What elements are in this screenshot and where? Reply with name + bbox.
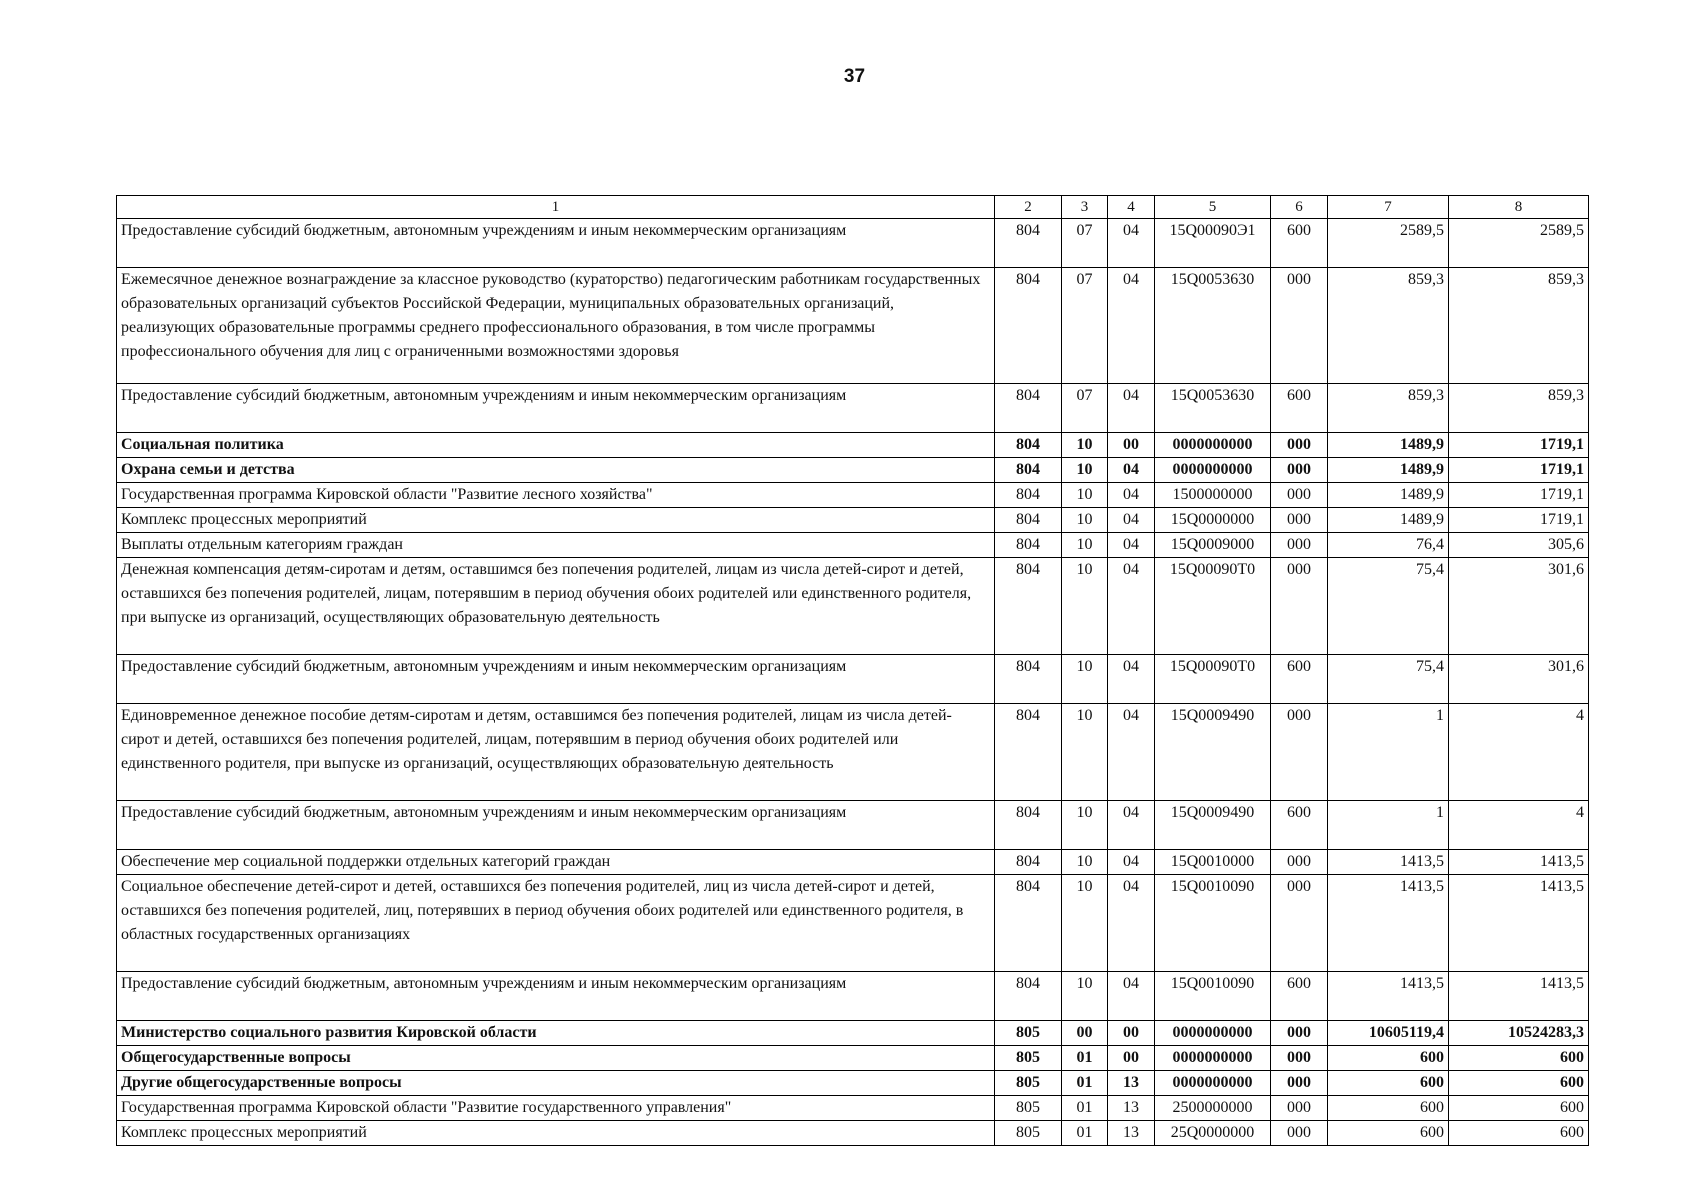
cell-amount-year2: 301,6: [1449, 558, 1589, 655]
cell-section: 10: [1062, 655, 1108, 704]
cell-target-article: 1500000000: [1155, 483, 1271, 508]
table-row: [117, 219, 1589, 268]
table-row: [117, 875, 1589, 972]
cell-name: Выплаты отдельным категориям граждан: [117, 533, 995, 558]
cell-section: 10: [1062, 483, 1108, 508]
cell-section: 07: [1062, 268, 1108, 384]
cell-expense-type: 000: [1271, 1046, 1328, 1071]
cell-amount-year1: 1413,5: [1328, 875, 1449, 972]
table-row: [117, 508, 1589, 533]
cell-target-article: 0000000000: [1155, 458, 1271, 483]
cell-amount-year1: 1413,5: [1328, 972, 1449, 1021]
cell-target-article: 15Q0010090: [1155, 875, 1271, 972]
cell-ministry-code: 804: [995, 458, 1062, 483]
cell-expense-type: 600: [1271, 655, 1328, 704]
cell-expense-type: 600: [1271, 384, 1328, 433]
cell-target-article: 15Q00090Э1: [1155, 219, 1271, 268]
table-row: [117, 1071, 1589, 1096]
cell-ministry-code: 804: [995, 801, 1062, 850]
cell-expense-type: 000: [1271, 458, 1328, 483]
cell-expense-type: 000: [1271, 1121, 1328, 1146]
cell-ministry-code: 804: [995, 433, 1062, 458]
column-header: 4: [1108, 196, 1155, 219]
table-row: [117, 483, 1589, 508]
cell-expense-type: 600: [1271, 972, 1328, 1021]
cell-subsection: 00: [1108, 1021, 1155, 1046]
cell-subsection: 04: [1108, 850, 1155, 875]
cell-amount-year1: 1: [1328, 801, 1449, 850]
cell-expense-type: 000: [1271, 1021, 1328, 1046]
cell-expense-type: 000: [1271, 1071, 1328, 1096]
column-header: 1: [117, 196, 995, 219]
cell-name: Охрана семьи и детства: [117, 458, 995, 483]
table-row: [117, 1046, 1589, 1071]
cell-subsection: 04: [1108, 384, 1155, 433]
cell-section: 01: [1062, 1046, 1108, 1071]
cell-subsection: 04: [1108, 268, 1155, 384]
cell-ministry-code: 805: [995, 1046, 1062, 1071]
cell-subsection: 04: [1108, 219, 1155, 268]
cell-name: Обеспечение мер социальной поддержки отдельных категорий граждан: [117, 850, 995, 875]
cell-amount-year2: 301,6: [1449, 655, 1589, 704]
cell-section: 10: [1062, 850, 1108, 875]
cell-ministry-code: 804: [995, 483, 1062, 508]
column-header: 6: [1271, 196, 1328, 219]
cell-ministry-code: 804: [995, 219, 1062, 268]
cell-section: 10: [1062, 558, 1108, 655]
table-row: [117, 1096, 1589, 1121]
cell-ministry-code: 804: [995, 972, 1062, 1021]
cell-expense-type: 000: [1271, 483, 1328, 508]
table-header-row: [117, 196, 1589, 219]
cell-amount-year2: 1413,5: [1449, 875, 1589, 972]
cell-subsection: 13: [1108, 1096, 1155, 1121]
cell-ministry-code: 804: [995, 558, 1062, 655]
cell-amount-year1: 76,4: [1328, 533, 1449, 558]
cell-name: Комплекс процессных мероприятий: [117, 508, 995, 533]
cell-name: Предоставление субсидий бюджетным, автономным учреждениям и иным некоммерческим организациям: [117, 801, 995, 850]
cell-subsection: 04: [1108, 972, 1155, 1021]
cell-ministry-code: 805: [995, 1021, 1062, 1046]
cell-amount-year1: 600: [1328, 1121, 1449, 1146]
cell-ministry-code: 804: [995, 508, 1062, 533]
table-row: [117, 1121, 1589, 1146]
cell-target-article: 0000000000: [1155, 433, 1271, 458]
cell-ministry-code: 804: [995, 704, 1062, 801]
column-header: 8: [1449, 196, 1589, 219]
cell-expense-type: 000: [1271, 704, 1328, 801]
cell-target-article: 15Q0010000: [1155, 850, 1271, 875]
cell-section: 10: [1062, 704, 1108, 801]
cell-amount-year2: 600: [1449, 1046, 1589, 1071]
cell-section: 07: [1062, 384, 1108, 433]
cell-section: 10: [1062, 508, 1108, 533]
table-row: [117, 704, 1589, 801]
cell-amount-year1: 75,4: [1328, 655, 1449, 704]
cell-ministry-code: 804: [995, 268, 1062, 384]
table-row: [117, 850, 1589, 875]
cell-section: 07: [1062, 219, 1108, 268]
cell-subsection: 04: [1108, 458, 1155, 483]
cell-subsection: 04: [1108, 875, 1155, 972]
cell-amount-year2: 1413,5: [1449, 972, 1589, 1021]
table-row: [117, 558, 1589, 655]
cell-target-article: 2500000000: [1155, 1096, 1271, 1121]
cell-section: 10: [1062, 458, 1108, 483]
budget-table: [116, 195, 1589, 1146]
cell-name: Другие общегосударственные вопросы: [117, 1071, 995, 1096]
cell-target-article: 15Q0009490: [1155, 801, 1271, 850]
cell-target-article: 0000000000: [1155, 1071, 1271, 1096]
cell-amount-year1: 859,3: [1328, 268, 1449, 384]
cell-amount-year2: 859,3: [1449, 384, 1589, 433]
cell-target-article: 25Q0000000: [1155, 1121, 1271, 1146]
cell-amount-year2: 1719,1: [1449, 433, 1589, 458]
cell-section: 01: [1062, 1121, 1108, 1146]
cell-amount-year1: 600: [1328, 1071, 1449, 1096]
cell-ministry-code: 805: [995, 1121, 1062, 1146]
column-header: 2: [995, 196, 1062, 219]
cell-name: Социальная политика: [117, 433, 995, 458]
cell-amount-year2: 1719,1: [1449, 508, 1589, 533]
cell-target-article: 15Q00090Т0: [1155, 558, 1271, 655]
cell-section: 00: [1062, 1021, 1108, 1046]
cell-section: 10: [1062, 433, 1108, 458]
cell-target-article: 15Q0010090: [1155, 972, 1271, 1021]
cell-amount-year2: 1719,1: [1449, 458, 1589, 483]
column-header: 5: [1155, 196, 1271, 219]
cell-ministry-code: 805: [995, 1096, 1062, 1121]
cell-amount-year2: 600: [1449, 1121, 1589, 1146]
cell-amount-year2: 305,6: [1449, 533, 1589, 558]
cell-subsection: 04: [1108, 508, 1155, 533]
cell-target-article: 15Q0009000: [1155, 533, 1271, 558]
cell-amount-year1: 600: [1328, 1096, 1449, 1121]
cell-expense-type: 000: [1271, 268, 1328, 384]
cell-subsection: 04: [1108, 533, 1155, 558]
table-row: [117, 268, 1589, 384]
table-row: [117, 972, 1589, 1021]
cell-name: Предоставление субсидий бюджетным, автономным учреждениям и иным некоммерческим организациям: [117, 219, 995, 268]
cell-amount-year2: 859,3: [1449, 268, 1589, 384]
cell-ministry-code: 805: [995, 1071, 1062, 1096]
cell-name: Министерство социального развития Кировской области: [117, 1021, 995, 1046]
cell-name: Ежемесячное денежное вознаграждение за классное руководство (кураторство) педагогическим работникам государственных образовательных организаций субъектов Российской Федерации, муниципальных образовательных организаций, реализующих образовательные программы среднего профессионального образования, в том числе программы профессионального обучения для лиц с ограниченными возможностями здоровья: [117, 268, 995, 384]
cell-name: Социальное обеспечение детей-сирот и детей, оставшихся без попечения родителей, лиц из числа детей-сирот и детей, оставшихся без попечения родителей, лиц, потерявших в период обучения обоих родителей или единственного родителя, в областных государственных организациях: [117, 875, 995, 972]
cell-target-article: 15Q0000000: [1155, 508, 1271, 533]
cell-expense-type: 600: [1271, 801, 1328, 850]
cell-section: 10: [1062, 875, 1108, 972]
cell-amount-year2: 600: [1449, 1096, 1589, 1121]
cell-amount-year1: 1489,9: [1328, 508, 1449, 533]
table-row: [117, 1021, 1589, 1046]
cell-amount-year1: 75,4: [1328, 558, 1449, 655]
cell-amount-year1: 1489,9: [1328, 458, 1449, 483]
cell-target-article: 15Q0053630: [1155, 384, 1271, 433]
cell-name: Единовременное денежное пособие детям-сиротам и детям, оставшимся без попечения родителей, лицам из числа детей-сирот и детей, оставшихся без попечения родителей, лицам, потерявшим в период обучения обоих родителей или единственного родителя, при выпуске из организаций, осуществляющих образовательную деятельность: [117, 704, 995, 801]
cell-subsection: 13: [1108, 1121, 1155, 1146]
cell-expense-type: 000: [1271, 508, 1328, 533]
cell-ministry-code: 804: [995, 875, 1062, 972]
page-number: 37: [843, 66, 866, 87]
cell-amount-year1: 10605119,4: [1328, 1021, 1449, 1046]
cell-amount-year2: 600: [1449, 1071, 1589, 1096]
cell-section: 10: [1062, 801, 1108, 850]
cell-amount-year1: 600: [1328, 1046, 1449, 1071]
cell-amount-year2: 10524283,3: [1449, 1021, 1589, 1046]
cell-section: 10: [1062, 972, 1108, 1021]
cell-amount-year1: 2589,5: [1328, 219, 1449, 268]
cell-name: Комплекс процессных мероприятий: [117, 1121, 995, 1146]
table-row: [117, 433, 1589, 458]
cell-expense-type: 000: [1271, 558, 1328, 655]
cell-expense-type: 600: [1271, 219, 1328, 268]
cell-amount-year2: 1413,5: [1449, 850, 1589, 875]
table-row: [117, 801, 1589, 850]
cell-amount-year1: 859,3: [1328, 384, 1449, 433]
cell-expense-type: 000: [1271, 850, 1328, 875]
cell-name: Государственная программа Кировской области "Развитие лесного хозяйства": [117, 483, 995, 508]
cell-subsection: 04: [1108, 704, 1155, 801]
cell-amount-year1: 1413,5: [1328, 850, 1449, 875]
cell-subsection: 00: [1108, 1046, 1155, 1071]
cell-name: Общегосударственные вопросы: [117, 1046, 995, 1071]
cell-expense-type: 000: [1271, 533, 1328, 558]
cell-name: Предоставление субсидий бюджетным, автономным учреждениям и иным некоммерческим организациям: [117, 655, 995, 704]
cell-name: Государственная программа Кировской области "Развитие государственного управления": [117, 1096, 995, 1121]
cell-ministry-code: 804: [995, 384, 1062, 433]
cell-amount-year1: 1489,9: [1328, 433, 1449, 458]
cell-section: 01: [1062, 1096, 1108, 1121]
cell-name: Денежная компенсация детям-сиротам и детям, оставшимся без попечения родителей, лицам из числа детей-сирот и детей, оставшихся без попечения родителей, лицам, потерявшим в период обучения обоих родителей или единственного родителя, при выпуске из организаций, осуществляющих образовательную деятельность: [117, 558, 995, 655]
cell-subsection: 00: [1108, 433, 1155, 458]
cell-ministry-code: 804: [995, 533, 1062, 558]
cell-expense-type: 000: [1271, 875, 1328, 972]
cell-section: 10: [1062, 533, 1108, 558]
cell-name: Предоставление субсидий бюджетным, автономным учреждениям и иным некоммерческим организациям: [117, 384, 995, 433]
cell-target-article: 0000000000: [1155, 1046, 1271, 1071]
cell-ministry-code: 804: [995, 655, 1062, 704]
table-row: [117, 384, 1589, 433]
cell-target-article: 15Q0009490: [1155, 704, 1271, 801]
cell-section: 01: [1062, 1071, 1108, 1096]
cell-subsection: 13: [1108, 1071, 1155, 1096]
column-header: 7: [1328, 196, 1449, 219]
cell-amount-year2: 2589,5: [1449, 219, 1589, 268]
cell-ministry-code: 804: [995, 850, 1062, 875]
cell-amount-year1: 1489,9: [1328, 483, 1449, 508]
table-row: [117, 533, 1589, 558]
column-header: 3: [1062, 196, 1108, 219]
cell-subsection: 04: [1108, 558, 1155, 655]
cell-target-article: 15Q0053630: [1155, 268, 1271, 384]
cell-subsection: 04: [1108, 483, 1155, 508]
cell-amount-year1: 1: [1328, 704, 1449, 801]
cell-subsection: 04: [1108, 655, 1155, 704]
table-row: [117, 655, 1589, 704]
cell-amount-year2: 4: [1449, 801, 1589, 850]
cell-name: Предоставление субсидий бюджетным, автономным учреждениям и иным некоммерческим организациям: [117, 972, 995, 1021]
cell-target-article: 0000000000: [1155, 1021, 1271, 1046]
cell-target-article: 15Q00090Т0: [1155, 655, 1271, 704]
cell-amount-year2: 4: [1449, 704, 1589, 801]
cell-subsection: 04: [1108, 801, 1155, 850]
table-row: [117, 458, 1589, 483]
cell-expense-type: 000: [1271, 1096, 1328, 1121]
cell-amount-year2: 1719,1: [1449, 483, 1589, 508]
cell-expense-type: 000: [1271, 433, 1328, 458]
